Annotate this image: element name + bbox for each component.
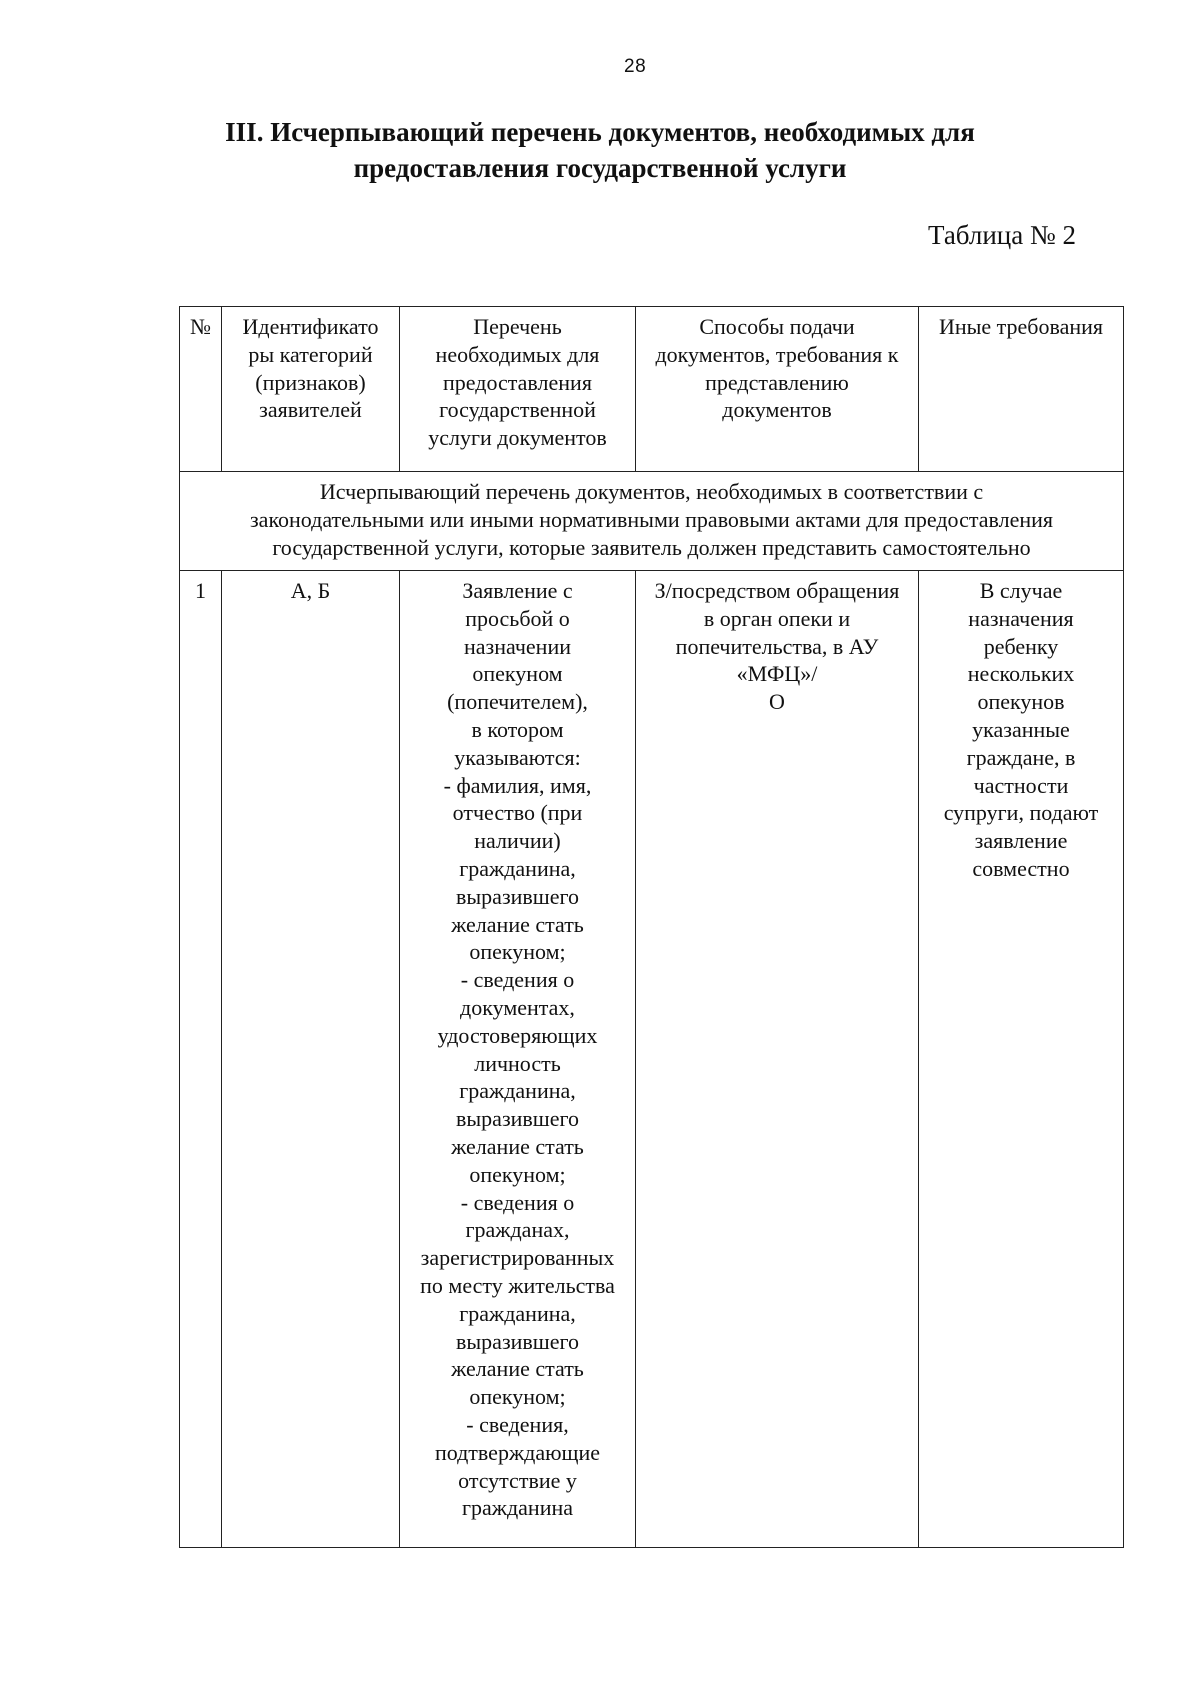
document-line: просьбой о: [465, 605, 570, 631]
document-line: отсутствие у: [458, 1467, 577, 1493]
document-line: опекуном;: [469, 1384, 566, 1410]
document-line: личность: [474, 1050, 561, 1076]
table-caption: Таблица № 2: [928, 220, 1076, 250]
header-documents-line: необходимых для: [435, 341, 600, 367]
document-line: - сведения о: [460, 967, 575, 993]
document-line: удостоверяющих: [437, 1022, 598, 1048]
header-documents-line: предоставления: [443, 369, 592, 395]
header-submission: [636, 307, 919, 472]
submission-line: попечительства, в АУ: [675, 633, 879, 659]
header-submission-line: документов: [722, 397, 832, 423]
other-requirement-line: указанные: [972, 716, 1070, 742]
section-heading: [0, 114, 1200, 186]
header-identifiers-line: заявителей: [259, 397, 362, 423]
other-requirement-line: нескольких: [967, 661, 1075, 687]
header-documents-line: услуги документов: [428, 425, 607, 451]
document-line: - фамилия, имя,: [443, 772, 592, 798]
document-line: выразившего: [456, 1106, 579, 1132]
document-line: гражданина,: [459, 1300, 576, 1326]
header-other: [919, 307, 1124, 472]
table-row: [180, 571, 1124, 1548]
row-num-cell: 1: [180, 571, 222, 1548]
other-requirement-line: супруги, подают: [943, 800, 1099, 826]
other-requirement-line: заявление: [974, 828, 1068, 854]
document-line: - сведения,: [466, 1411, 569, 1437]
other-requirement-line: назначения: [968, 605, 1074, 631]
document-line: гражданина,: [459, 1078, 576, 1104]
document-line: желание стать: [451, 1133, 584, 1159]
header-submission-line: документов, требования к: [655, 341, 899, 367]
section-title-line: Исчерпывающий перечень документов, необходимых в соответствии с: [319, 479, 984, 504]
document-line: опекуном: [472, 661, 563, 687]
document-line: назначении: [463, 633, 572, 659]
document-line: наличии): [474, 828, 561, 854]
other-requirement-line: совместно: [972, 855, 1070, 881]
header-documents: [400, 307, 636, 472]
row-identifiers-cell: А, Б: [222, 571, 400, 1548]
header-submission-line: представлению: [705, 369, 849, 395]
document-line: Заявление с: [462, 578, 573, 603]
document-line: желание стать: [451, 911, 584, 937]
submission-line: З/посредством обращения: [654, 578, 900, 603]
document-line: (попечителем),: [447, 689, 588, 715]
submission-line: в орган опеки и: [703, 605, 851, 631]
header-identifiers: [222, 307, 400, 472]
submission-line: «МФЦ»/: [736, 661, 818, 687]
row-submission-cell: [636, 571, 919, 1548]
row-other-cell: [919, 571, 1124, 1548]
document-line: документах,: [460, 994, 575, 1020]
documents-table: [179, 306, 1124, 1548]
document-line: указываются:: [454, 744, 581, 770]
document-line: отчество (при: [452, 800, 583, 826]
document-line: в котором: [471, 716, 564, 742]
other-requirement-line: опекунов: [977, 689, 1065, 715]
section-heading-line-1: III. Исчерпывающий перечень документов, необходимых для: [225, 117, 975, 147]
page-number: 28: [624, 56, 647, 77]
header-documents-line: Перечень: [473, 314, 562, 339]
section-title-line: государственной услуги, которые заявитель должен представить самостоятельно: [272, 534, 1031, 560]
other-requirement-line: частности: [973, 772, 1069, 798]
document-line: гражданина: [461, 1495, 574, 1521]
document-line: - сведения о: [460, 1189, 575, 1215]
other-requirement-line: граждане, в: [966, 744, 1076, 770]
header-identifiers-line: Идентификато: [242, 314, 379, 339]
document-line: опекуном;: [469, 1161, 566, 1187]
section-title-line: законодательными или иными нормативными правовыми актами для предоставления: [249, 506, 1054, 532]
other-requirement-line: В случае: [979, 578, 1063, 603]
document-line: зарегистрированных: [420, 1245, 615, 1271]
document-line: опекуном;: [469, 939, 566, 965]
document-line: выразившего: [456, 883, 579, 909]
header-other-line: Иные требования: [938, 314, 1104, 339]
other-requirement-line: ребенку: [983, 633, 1059, 659]
document-line: желание стать: [451, 1356, 584, 1382]
submission-line: О: [769, 689, 785, 715]
section-title-cell: [180, 472, 1124, 571]
row-documents-cell: [400, 571, 636, 1548]
table-section-row: [180, 472, 1124, 571]
header-documents-line: государственной: [439, 397, 596, 423]
document-line: по месту жительства: [420, 1272, 615, 1298]
section-heading-line-2: предоставления государственной услуги: [353, 153, 847, 183]
header-identifiers-line: (признаков): [255, 369, 366, 395]
header-num: №: [180, 307, 222, 472]
header-identifiers-line: ры категорий: [248, 341, 373, 367]
table-header-row: [180, 307, 1124, 472]
document-line: гражданах,: [465, 1217, 570, 1243]
document-line: выразившего: [456, 1328, 579, 1354]
header-submission-line: Способы подачи: [699, 314, 855, 339]
document-line: гражданина,: [459, 855, 576, 881]
document-line: подтверждающие: [434, 1439, 601, 1465]
